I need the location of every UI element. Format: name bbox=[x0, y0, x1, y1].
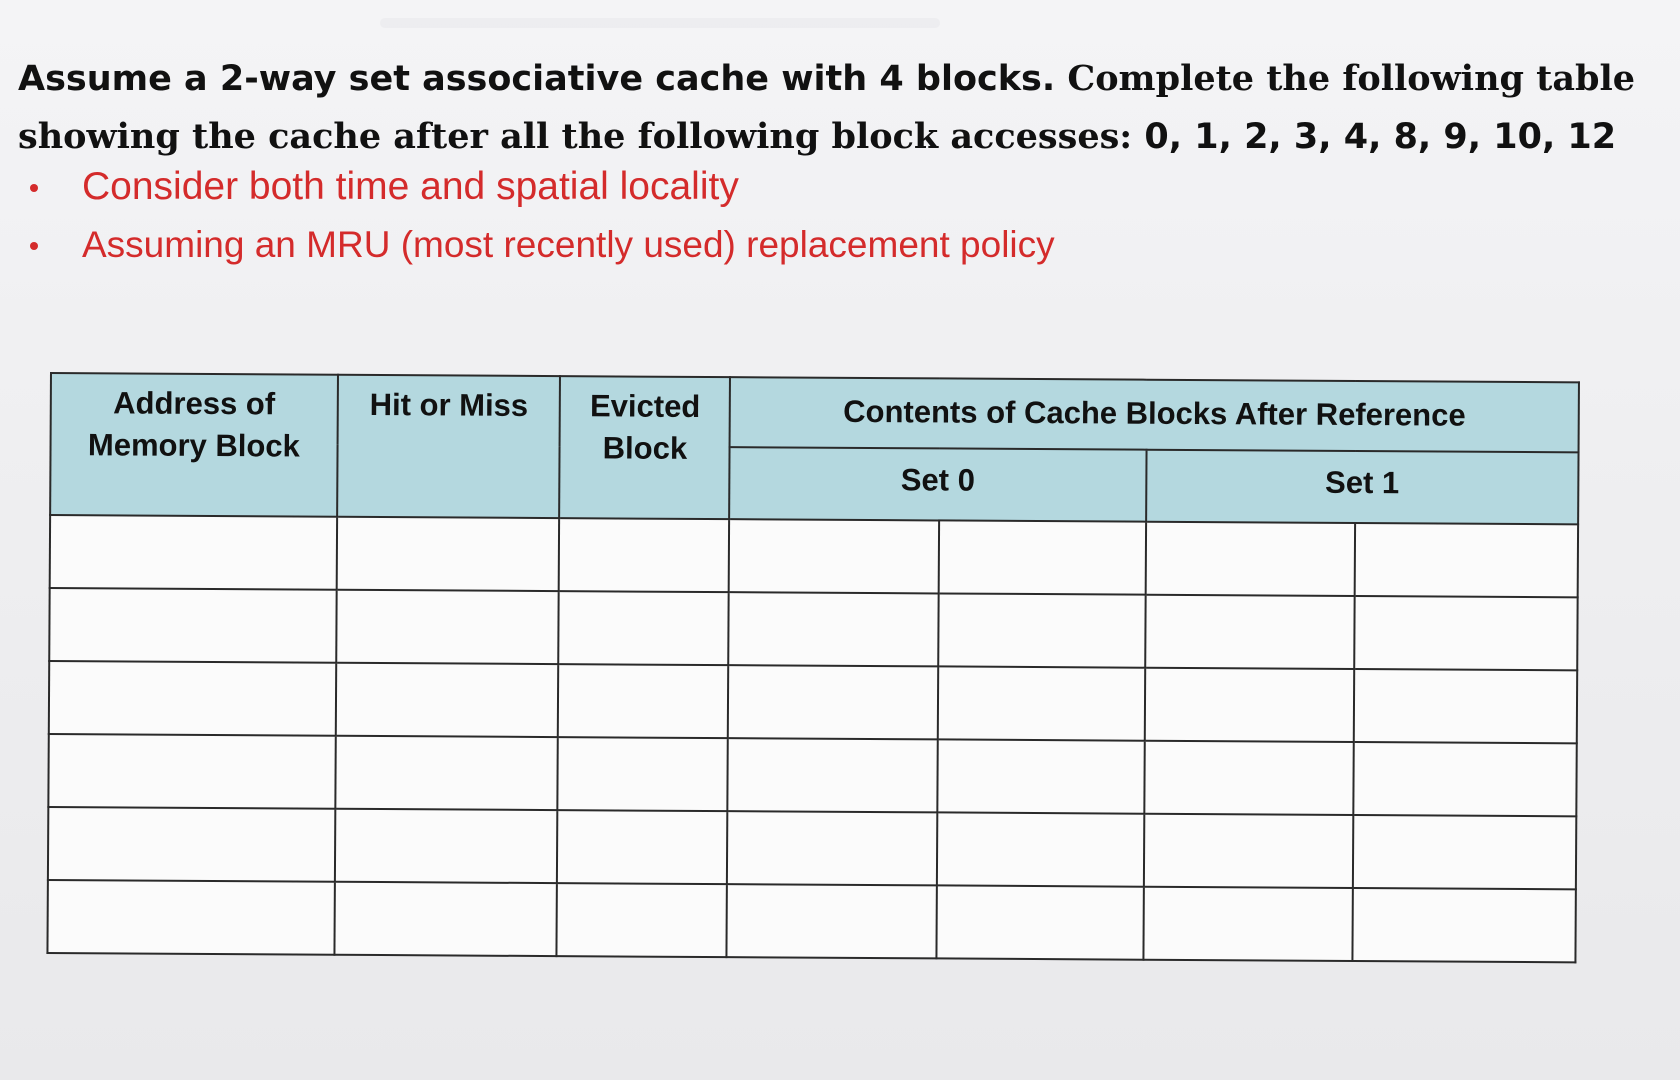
table-row bbox=[48, 807, 1576, 889]
evicted-block-cell[interactable] bbox=[558, 664, 728, 738]
bullet-text: Consider both time and spatial locality bbox=[82, 165, 739, 208]
header-evicted-label: Evicted Block bbox=[589, 388, 701, 466]
set-1-block-0-cell[interactable] bbox=[1143, 887, 1353, 961]
header-contents bbox=[730, 377, 1579, 452]
evicted-block-cell[interactable] bbox=[559, 518, 729, 592]
bullet-list bbox=[24, 158, 1055, 274]
address-cell[interactable] bbox=[50, 515, 337, 590]
set-1-block-0-cell[interactable] bbox=[1144, 741, 1354, 815]
set-0-block-1-cell[interactable] bbox=[938, 593, 1145, 667]
hit-or-miss-cell[interactable] bbox=[335, 736, 558, 810]
question-line-1-part-1: Assume a 2-way set associative cache with 4 blocks. bbox=[18, 59, 1056, 99]
bullet-item bbox=[24, 216, 1055, 274]
header-contents-label: Contents of Cache Blocks After Reference bbox=[843, 393, 1466, 433]
address-cell[interactable] bbox=[48, 734, 335, 809]
table-row bbox=[47, 880, 1575, 962]
bullet-dot-icon bbox=[30, 242, 38, 250]
header-address-label: Address of Memory Block bbox=[87, 385, 300, 464]
hit-or-miss-cell[interactable] bbox=[336, 590, 559, 664]
set-1-block-1-cell[interactable] bbox=[1353, 888, 1576, 962]
hit-or-miss-cell[interactable] bbox=[335, 809, 558, 883]
set-0-block-1-cell[interactable] bbox=[938, 666, 1145, 740]
set-1-block-0-cell[interactable] bbox=[1144, 814, 1354, 888]
set-1-block-0-cell[interactable] bbox=[1144, 668, 1354, 742]
question-text bbox=[18, 50, 1658, 166]
table-row bbox=[49, 661, 1577, 743]
set-1-block-1-cell[interactable] bbox=[1353, 815, 1576, 889]
hit-or-miss-cell[interactable] bbox=[335, 663, 558, 737]
set-1-block-0-cell[interactable] bbox=[1145, 595, 1355, 669]
hit-or-miss-cell[interactable] bbox=[336, 517, 559, 591]
table-row bbox=[50, 515, 1578, 597]
screen-glare bbox=[380, 18, 940, 28]
set-1-block-0-cell[interactable] bbox=[1145, 522, 1355, 596]
evicted-block-cell[interactable] bbox=[557, 883, 727, 957]
question-line-1 bbox=[18, 50, 1658, 108]
address-cell[interactable] bbox=[49, 588, 336, 663]
header-set-0 bbox=[729, 447, 1146, 522]
block-access-sequence: 0, 1, 2, 3, 4, 8, 9, 10, 12 bbox=[1144, 117, 1617, 157]
address-cell[interactable] bbox=[47, 880, 334, 955]
set-0-block-1-cell[interactable] bbox=[939, 520, 1146, 594]
header-address-of-memory-block bbox=[50, 373, 338, 517]
set-1-block-1-cell[interactable] bbox=[1355, 523, 1578, 597]
set-0-block-0-cell[interactable] bbox=[729, 592, 939, 666]
hit-or-miss-cell[interactable] bbox=[334, 882, 557, 956]
evicted-block-cell[interactable] bbox=[558, 737, 728, 811]
set-0-block-1-cell[interactable] bbox=[936, 885, 1143, 959]
header-evicted-block bbox=[560, 376, 731, 519]
evicted-block-cell[interactable] bbox=[557, 810, 727, 884]
set-0-block-0-cell[interactable] bbox=[727, 811, 937, 885]
header-hit-or-miss bbox=[337, 375, 561, 518]
table-row bbox=[48, 734, 1576, 816]
set-0-block-0-cell[interactable] bbox=[728, 665, 938, 739]
question-line-2-part-1: showing the cache after all the following block accesses: bbox=[18, 116, 1133, 157]
set-0-block-0-cell[interactable] bbox=[729, 519, 939, 593]
set-0-block-1-cell[interactable] bbox=[937, 739, 1144, 813]
table-row bbox=[49, 588, 1577, 670]
question-line-1-part-2: Complete the following table bbox=[1067, 58, 1636, 99]
set-1-block-1-cell[interactable] bbox=[1355, 596, 1578, 670]
bullet-item bbox=[24, 158, 1055, 216]
set-1-block-1-cell[interactable] bbox=[1354, 742, 1577, 816]
bullet-text: Assuming an MRU (most recently used) replacement policy bbox=[82, 224, 1055, 265]
address-cell[interactable] bbox=[49, 661, 336, 736]
bullet-dot-icon bbox=[30, 184, 38, 192]
address-cell[interactable] bbox=[48, 807, 335, 882]
set-1-block-1-cell[interactable] bbox=[1354, 669, 1577, 743]
set-0-block-1-cell[interactable] bbox=[937, 812, 1144, 886]
set-0-block-0-cell[interactable] bbox=[727, 884, 937, 958]
set-0-block-0-cell[interactable] bbox=[728, 738, 938, 812]
header-hit-or-miss-label: Hit or Miss bbox=[369, 386, 529, 423]
header-set-0-label: Set 0 bbox=[900, 462, 976, 498]
header-set-1-label: Set 1 bbox=[1325, 464, 1400, 501]
header-set-1 bbox=[1146, 450, 1579, 525]
table-body bbox=[47, 515, 1578, 962]
evicted-block-cell[interactable] bbox=[559, 591, 729, 665]
cache-table bbox=[46, 372, 1580, 963]
